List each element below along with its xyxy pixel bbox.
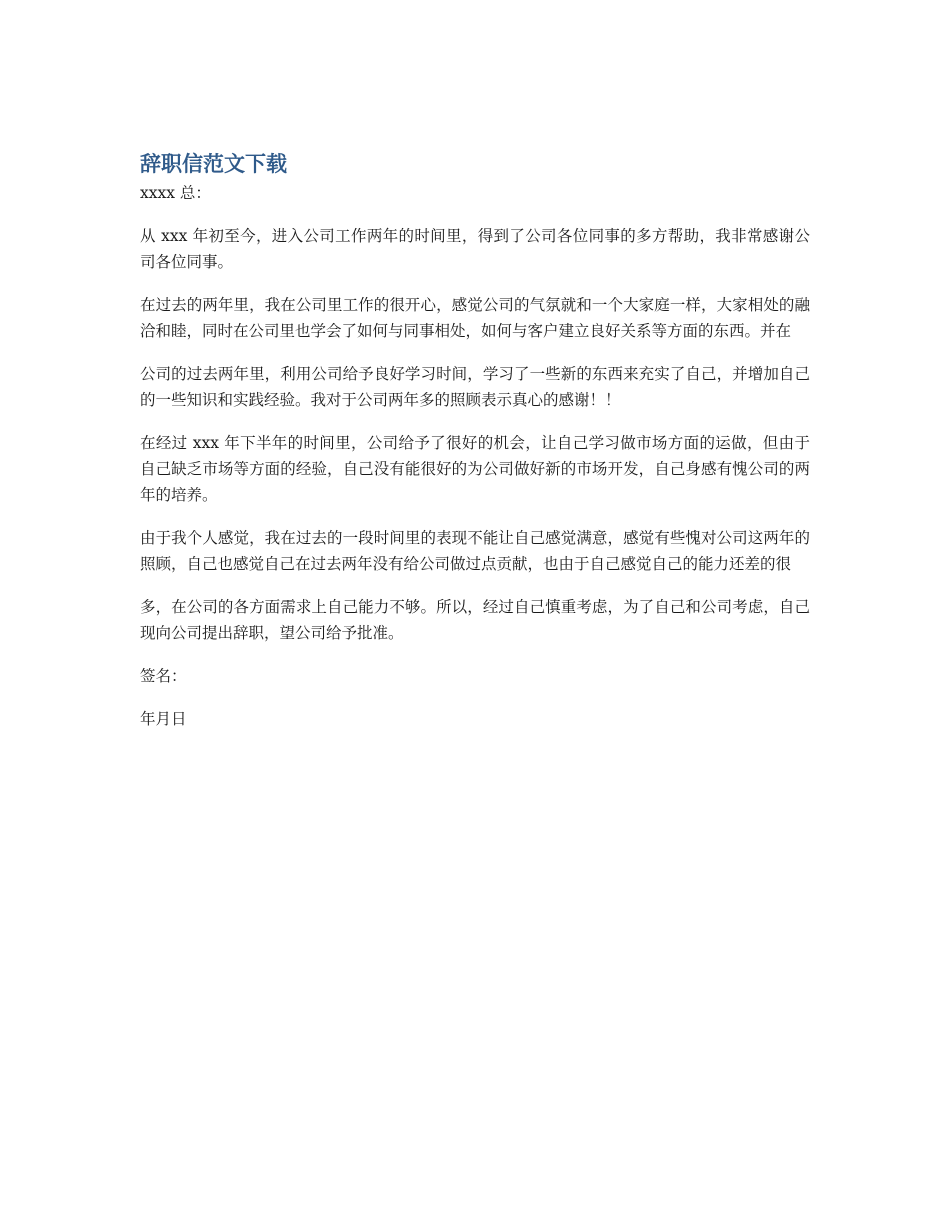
paragraph: 多，在公司的各方面需求上自己能力不够。所以，经过自己慎重考虑，为了自己和公司考虑，自己现向公司提出辞职，望公司给予批准。 [140,598,810,642]
paragraph: 公司的过去两年里，利用公司给予良好学习时间，学习了一些新的东西来充实了自己，并增加自己的一些知识和实践经验。我对于公司两年多的照顾表示真心的感谢！！ [140,365,810,409]
letter-body [140,148,810,749]
paragraph: 在过去的两年里，我在公司里工作的很开心，感觉公司的气氛就和一个大家庭一样，大家相处的融洽和睦，同时在公司里也学会了如何与同事相处，如何与客户建立良好关系等方面的东西。并在 [140,296,810,340]
salutation: xxxx 总： [140,184,211,202]
paragraph: 由于我个人感觉，我在过去的一段时间里的表现不能让自己感觉满意，感觉有些愧对公司这两年的照顾，自己也感觉自己在过去两年没有给公司做过点贡献，也由于自己感觉自己的能力还差的很 [140,529,810,573]
document-title: 辞职信范文下载 [140,152,287,176]
date-label: 年月日 [140,710,187,728]
paragraph: 从 xxx 年初至今，进入公司工作两年的时间里，得到了公司各位同事的多方帮助，我非常感谢公司各位同事。 [140,227,810,271]
paragraph: 在经过 xxx 年下半年的时间里，公司给予了很好的机会，让自己学习做市场方面的运做，但由于自己缺乏市场等方面的经验，自己没有能很好的为公司做好新的市场开发，自己身感有愧公司的两 年的培养。 [140,434,810,504]
signature-label: 签名： [140,667,187,685]
